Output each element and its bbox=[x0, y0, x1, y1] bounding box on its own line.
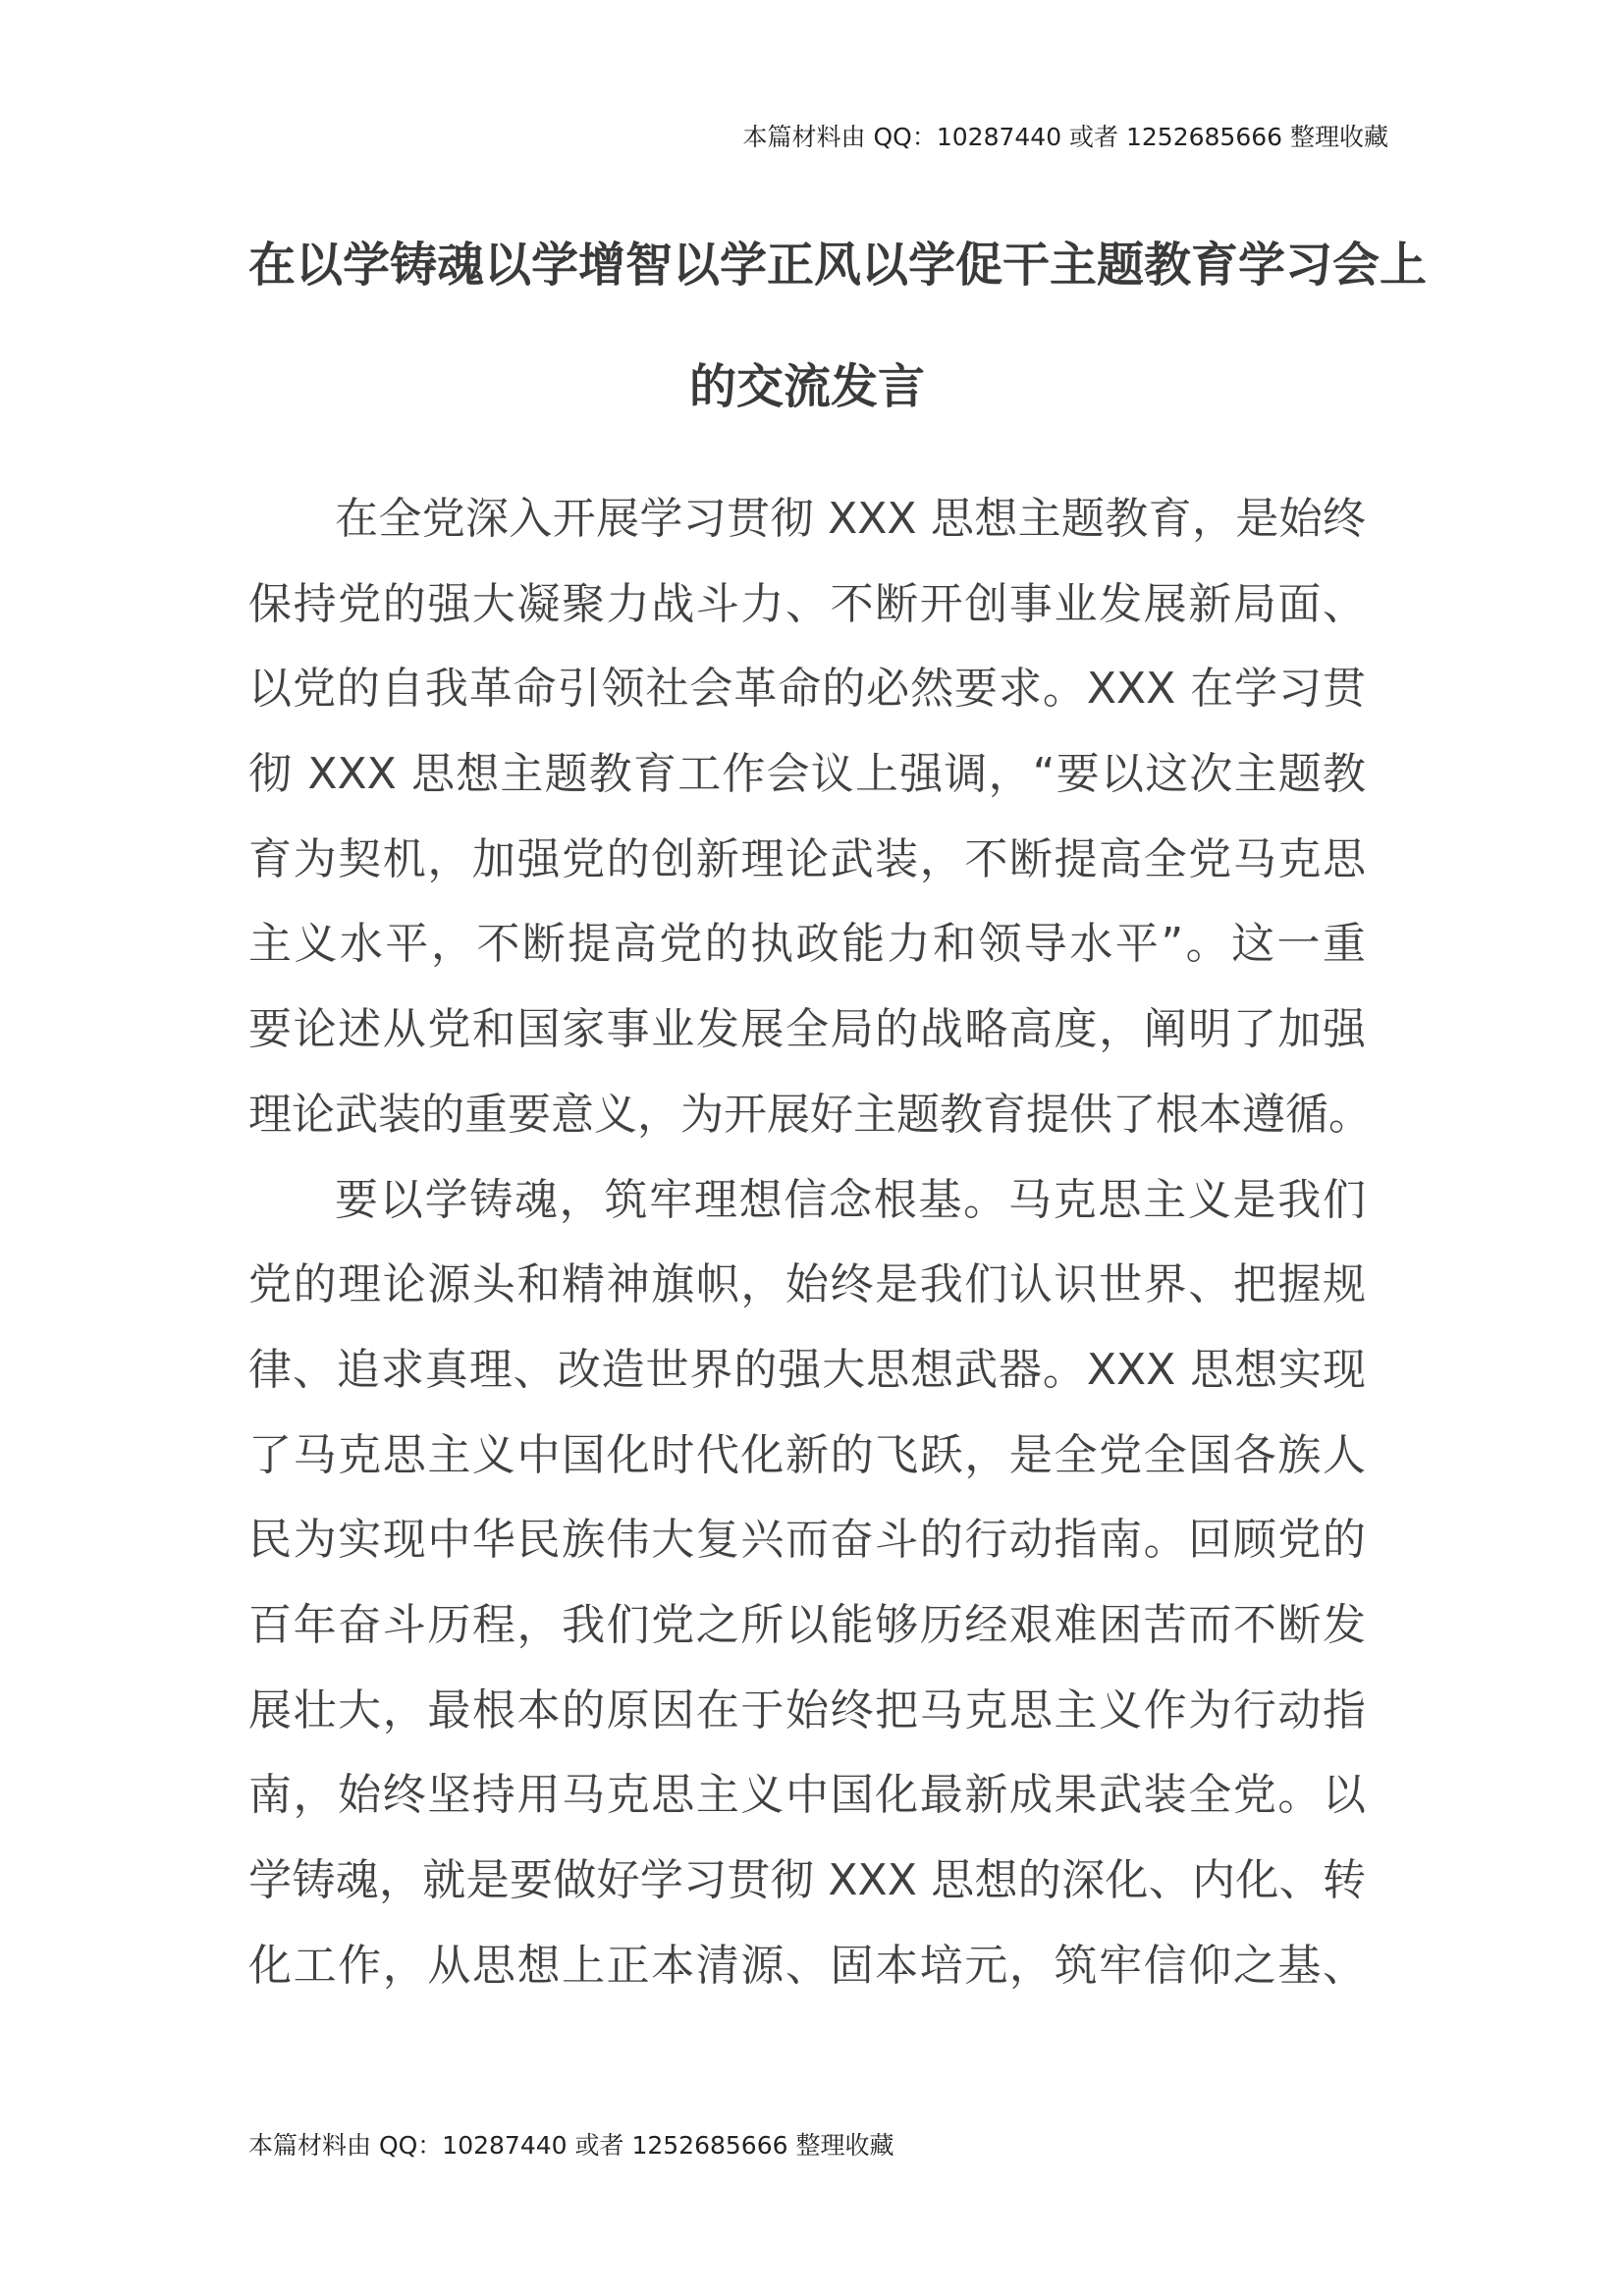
text-line: 展壮大，最根本的原因在于始终把马克思主义作为行动指 bbox=[248, 1684, 1366, 1735]
paragraph bbox=[248, 477, 1372, 1158]
text-line: 百年奋斗历程，我们党之所以能够历经艰难困苦而不断发 bbox=[248, 1599, 1366, 1650]
text-line: 民为实现中华民族伟大复兴而奋斗的行动指南。回顾党的 bbox=[248, 1515, 1366, 1566]
text-line: 主义水平，不断提高党的执政能力和领导水平”。这一重 bbox=[248, 919, 1366, 970]
text-line: 在全党深入开展学习贯彻 XXX 思想主题教育，是始终 bbox=[335, 494, 1366, 544]
text-line: 要论述从党和国家事业发展全局的战略高度，阐明了加强 bbox=[248, 1004, 1366, 1055]
text-line: 律、追求真理、改造世界的强大思想武器。XXX 思想实现 bbox=[248, 1344, 1366, 1395]
paragraph bbox=[248, 1158, 1366, 2009]
title-line: 的交流发言 bbox=[688, 359, 925, 414]
text-line: 南，始终坚持用马克思主义中国化最新成果武装全党。以 bbox=[248, 1770, 1366, 1821]
page-footer: 本篇材料由 QQ：10287440 或者 1252685666 整理收藏 bbox=[248, 2131, 894, 2160]
text-line: 化工作，从思想上正本清源、固本培元，筑牢信仰之基、 bbox=[248, 1940, 1366, 1991]
text-line: 要以学铸魂，筑牢理想信念根基。马克思主义是我们 bbox=[335, 1174, 1366, 1225]
document-title bbox=[248, 204, 1428, 448]
text-line: 以党的自我革命引领社会革命的必然要求。XXX 在学习贯 bbox=[248, 664, 1366, 715]
page-header: 本篇材料由 QQ：10287440 或者 1252685666 整理收藏 bbox=[742, 123, 1388, 151]
text-line: 彻 XXX 思想主题教育工作会议上强调，“要以这次主题教 bbox=[248, 749, 1366, 800]
text-line: 育为契机，加强党的创新理论武装，不断提高全党马克思 bbox=[248, 833, 1366, 884]
text-line: 保持党的强大凝聚力战斗力、不断开创事业发展新局面、 bbox=[248, 578, 1366, 629]
text-line: 学铸魂，就是要做好学习贯彻 XXX 思想的深化、内化、转 bbox=[248, 1855, 1366, 1905]
text-line: 党的理论源头和精神旗帜，始终是我们认识世界、把握规 bbox=[248, 1259, 1366, 1310]
text-line: 了马克思主义中国化时代化新的飞跃，是全党全国各族人 bbox=[248, 1429, 1366, 1480]
text-line: 理论武装的重要意义，为开展好主题教育提供了根本遵循。 bbox=[248, 1089, 1372, 1140]
document-body bbox=[248, 477, 1372, 2008]
title-line: 在以学铸魂以学增智以学正风以学促干主题教育学习会上 bbox=[248, 238, 1428, 293]
